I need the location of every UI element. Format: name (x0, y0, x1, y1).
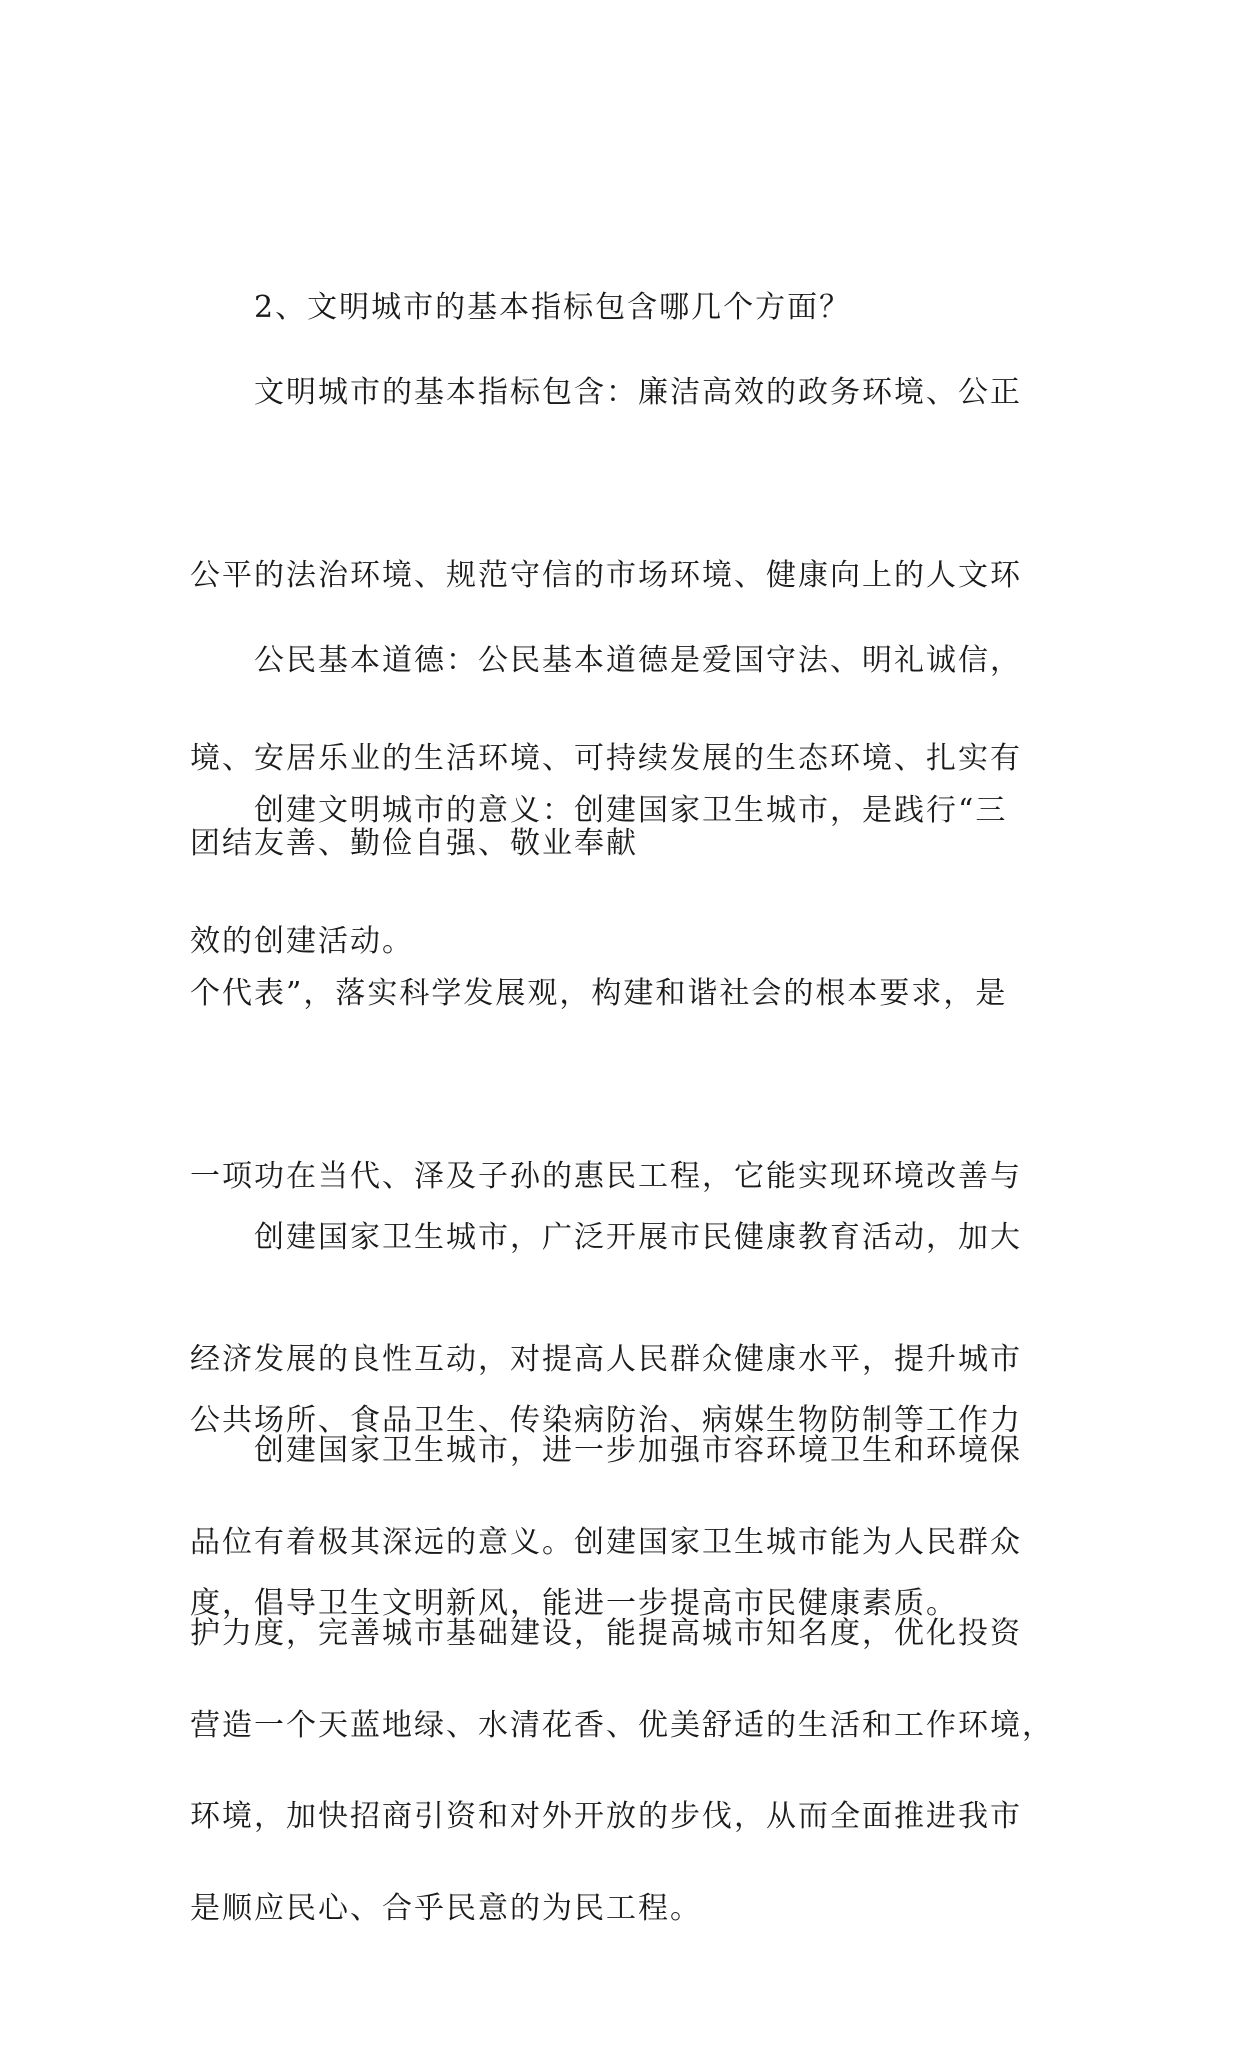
paragraph-line: 护力度，完善城市基础建设，能提高城市知名度，优化投资 (190, 1616, 1022, 1651)
paragraph-line: 一项功在当代、泽及子孙的惠民工程，它能实现环境改善与 (190, 1159, 1022, 1194)
paragraph-city-environment (190, 1298, 1054, 1969)
paragraph-line: 营造一个天蓝地绿、水清花香、优美舒适的生活和工作环境， (190, 1708, 1054, 1743)
paragraph-line: 团结友善、勤俭自强、敬业奉献 (190, 826, 638, 861)
paragraph-line: 是顺应民心、合乎民意的为民工程。 (190, 1891, 702, 1926)
paragraph-line: 创建国家卫生城市，进一步加强市容环境卫生和环境保 (254, 1433, 1022, 1468)
paragraph-line: 境、安居乐业的生活环境、可持续发展的生态环境、扎实有 (190, 741, 1022, 776)
paragraph-line: 文明城市的基本指标包含：廉洁高效的政务环境、公正 (254, 375, 1022, 410)
paragraph-line: 创建文明城市的意义：创建国家卫生城市，是践行“三 (254, 793, 1008, 828)
paragraph-line: 经济发展的良性互动，对提高人民群众健康水平，提升城市 (190, 1342, 1022, 1377)
paragraph-line: 公平的法治环境、规范守信的市场环境、健康向上的人文环 (190, 558, 1022, 593)
paragraph-line: 公民基本道德：公民基本道德是爱国守法、明礼诚信， (254, 643, 1022, 678)
question-line: 2、文明城市的基本指标包含哪几个方面？ (254, 290, 852, 325)
paragraph-line: 公共场所、食品卫生、传染病防治、病媒生物防制等工作力 (190, 1403, 1022, 1438)
paragraph-line: 效的创建活动。 (190, 924, 414, 959)
paragraph-line: 品位有着极其深远的意义。创建国家卫生城市能为人民群众 (190, 1525, 1022, 1560)
paragraph-line: 个代表”，落实科学发展观，构建和谐社会的根本要求，是 (190, 976, 1008, 1011)
paragraph-line: 创建国家卫生城市，广泛开展市民健康教育活动，加大 (254, 1220, 1022, 1255)
paragraph-line: 环境，加快招商引资和对外开放的步伐，从而全面推进我市 (190, 1799, 1022, 1834)
paragraph-line: 度，倡导卫生文明新风，能进一步提高市民健康素质。 (190, 1586, 958, 1621)
